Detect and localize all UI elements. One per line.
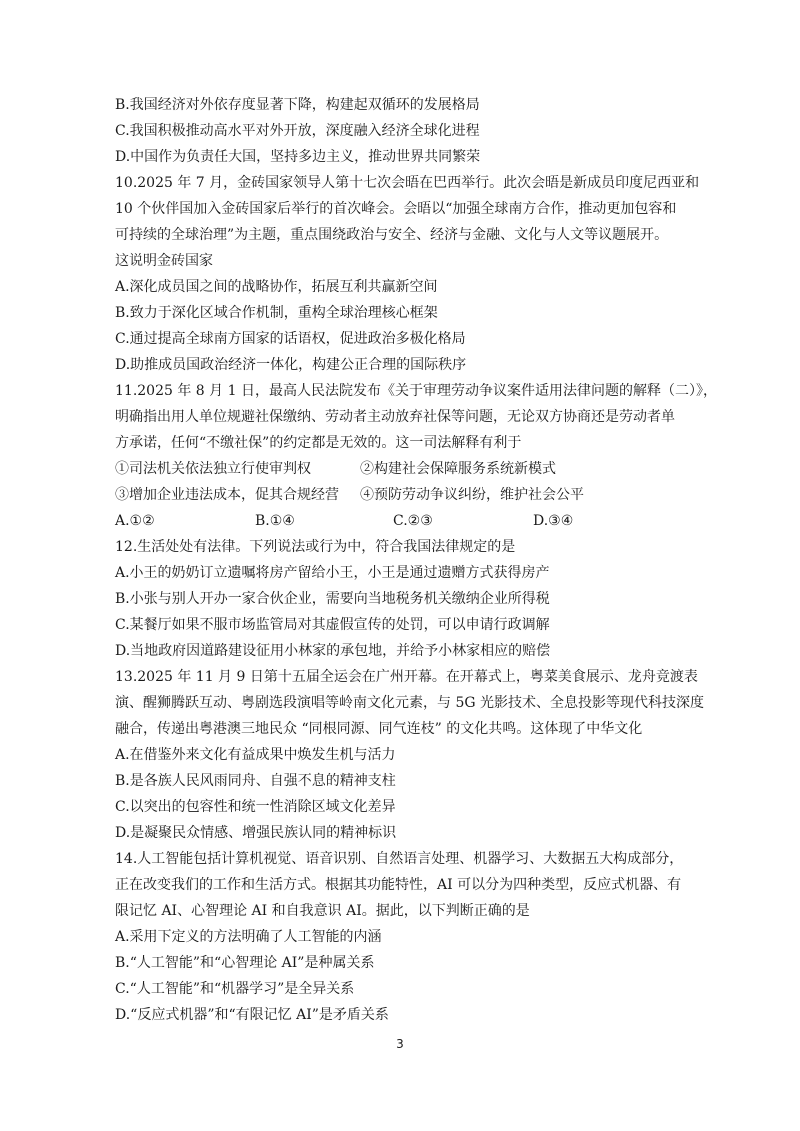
q9-option-b: B.我国经济对外依存度显著下降，构建起双循环的发展格局 [115, 97, 480, 113]
q9-option-d: D.中国作为负责任大国，坚持多边主义，推动世界共同繁荣 [115, 149, 481, 165]
q10-stem-line-3: 可持续的全球治理”为主题，重点围绕政治与安全、经济与金融、文化与人文等议题展开。 [115, 227, 669, 243]
q13-option-b: B.是各族人民风雨同舟、自强不息的精神支柱 [115, 773, 396, 789]
q11-option-a: A.①② [115, 513, 155, 529]
q10-option-d: D.助推成员国政治经济一体化，构建公正合理的国际秩序 [115, 357, 467, 373]
q12-option-a: A.小王的奶奶订立遗嘱将房产留给小王，小王是通过遗赠方式获得房产 [115, 565, 550, 581]
q12-option-c: C.某餐厅如果不服市场监管局对其虚假宣传的处罚，可以申请行政调解 [115, 617, 550, 633]
q13-option-c: C.以突出的包容性和统一性消除区域文化差异 [115, 799, 396, 815]
q10-stem-line-2: 10 个伙伴国加入金砖国家后举行的首次峰会。会晤以“加强全球南方合作，推动更加包容和 [115, 201, 677, 217]
q11-option-d: D.③④ [533, 513, 574, 529]
page-number: 3 [396, 1037, 404, 1051]
q10-stem-line-1: 10.2025 年 7 月，金砖国家领导人第十七次会晤在巴西举行。此次会晤是新成员印度尼西亚和 [115, 175, 700, 191]
q14-stem-line-3: 限记忆 AI、心智理论 AI 和自我意识 AI。据此，以下判断正确的是 [115, 903, 530, 919]
q10-option-a: A.深化成员国之间的战略协作，拓展互利共赢新空间 [115, 279, 438, 295]
q11-options-row [115, 511, 675, 531]
q10-option-c: C.通过提高全球南方国家的话语权，促进政治多极化格局 [115, 331, 466, 347]
q13-stem-line-1: 13.2025 年 11 月 9 日第十五届全运会在广州开幕。在开幕式上，粤菜美食展示、龙舟竞渡表 [115, 669, 698, 685]
q14-stem-line-1: 14.人工智能包括计算机视觉、语音识别、自然语言处理、机器学习、大数据五大构成部分， [115, 851, 684, 867]
q13-stem-line-3: 融合，传递出粤港澳三地民众 “同根同源、同气连枝” 的文化共鸣。这体现了中华文化 [115, 721, 643, 737]
q11-stem-line-1: 11.2025 年 8 月 1 日，最高人民法院发布《关于审理劳动争议案件适用法律问题的解释（二）》， [115, 383, 717, 399]
q13-option-d: D.是凝聚民众情感、增强民族认同的精神标识 [115, 825, 397, 841]
q11-item-1: ①司法机关依法独立行使审判权 [115, 461, 311, 477]
q14-option-b: B.“人工智能”和“心智理论 AI”是种属关系 [115, 955, 375, 971]
q9-option-c: C.我国积极推动高水平对外开放，深度融入经济全球化进程 [115, 123, 480, 139]
q12-stem: 12.生活处处有法律。下列说法或行为中，符合我国法律规定的是 [115, 539, 516, 555]
q11-item-3: ③增加企业违法成本，促其合规经营 [115, 487, 339, 503]
q13-option-a: A.在借鉴外来文化有益成果中焕发生机与活力 [115, 747, 396, 763]
q14-option-c: C.“人工智能”和“机器学习”是全异关系 [115, 981, 355, 997]
q11-stem-line-2: 明确指出用人单位规避社保缴纳、劳动者主动放弃社保等问题，无论双方协商还是劳动者单 [115, 409, 675, 425]
q12-option-b: B.小张与别人开办一家合伙企业，需要向当地税务机关缴纳企业所得税 [115, 591, 550, 607]
q14-option-a: A.采用下定义的方法明确了人工智能的内涵 [115, 929, 382, 945]
q11-option-b: B.①④ [255, 513, 295, 529]
q13-stem-line-2: 演、醒狮腾跃互动、粤剧选段演唱等岭南文化元素，与 5G 光影技术、全息投影等现代科技深度 [115, 695, 704, 711]
q11-item-2: ②构建社会保障服务系统新模式 [360, 461, 556, 477]
q12-option-d: D.当地政府因道路建设征用小林家的承包地，并给予小林家相应的赔偿 [115, 643, 551, 659]
q11-stem-line-3: 方承诺，任何“不缴社保”的约定都是无效的。这一司法解释有利于 [115, 435, 522, 451]
q11-item-4: ④预防劳动争议纠纷，维护社会公平 [360, 487, 584, 503]
q11-option-c: C.②③ [393, 513, 433, 529]
q14-stem-line-2: 正在改变我们的工作和生活方式。根据其功能特性，AI 可以分为四种类型，反应式机器、有 [115, 877, 682, 893]
q10-stem-line-4: 这说明金砖国家 [115, 253, 213, 269]
q14-option-d: D.“反应式机器”和“有限记忆 AI”是矛盾关系 [115, 1007, 389, 1023]
q10-option-b: B.致力于深化区域合作机制，重构全球治理核心框架 [115, 305, 438, 321]
